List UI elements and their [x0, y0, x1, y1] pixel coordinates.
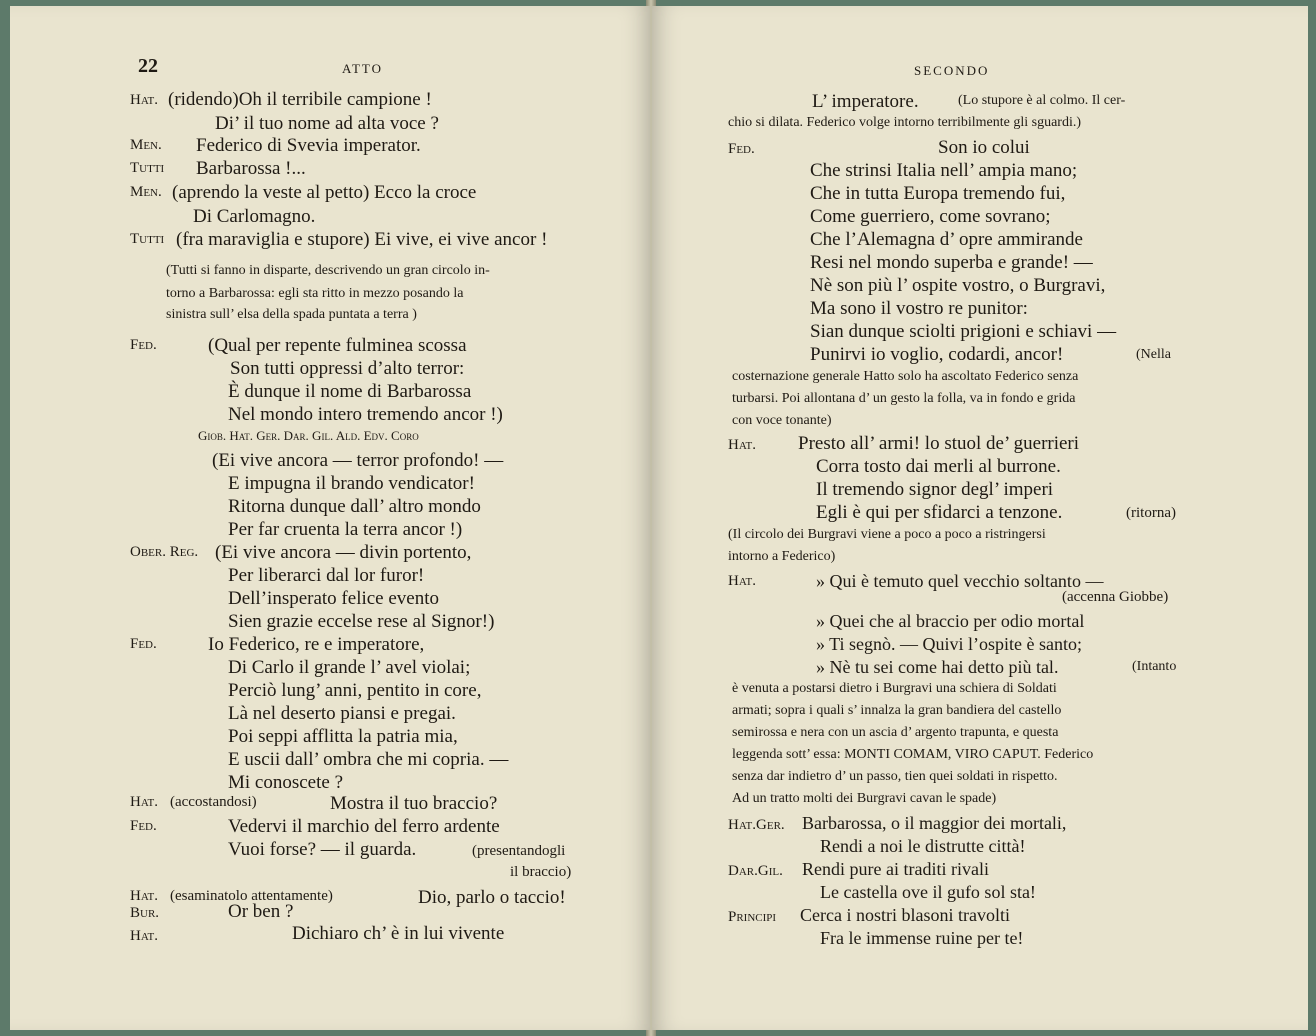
- verse-line: Punirvi io voglio, codardi, ancor!: [810, 344, 1064, 365]
- verse-line: Nel mondo intero tremendo ancor !): [228, 404, 503, 425]
- verse-line: (Ei vive ancora — terror profondo! —: [212, 450, 504, 471]
- verse-line: Presto all’ armi! lo stuol de’ guerrieri: [798, 433, 1080, 454]
- running-header: ATTO: [342, 61, 383, 76]
- verse-line: Corra tosto dai merli al burrone.: [816, 456, 1061, 477]
- stage-direction: (Il circolo dei Burgravi viene a poco a poco a ristringersi: [728, 527, 1046, 542]
- verse-line: Nè son più l’ ospite vostro, o Burgravi,: [810, 275, 1106, 296]
- speaker: Hat.: [130, 928, 159, 944]
- speaker: Hat.: [728, 573, 757, 589]
- verse-line: Cerca i nostri blasoni travolti: [800, 905, 1010, 925]
- stage-direction: (esaminatolo attentamente): [170, 888, 333, 904]
- speaker: Fed.: [130, 818, 157, 834]
- stage-direction: senza dar indietro d’ un passo, tien quei soldati in rispetto.: [732, 769, 1058, 784]
- verse-line: Di’ il tuo nome ad alta voce ?: [215, 113, 439, 134]
- stage-direction: leggenda sott’ essa: MONTI COMAM, VIRO CAPUT. Federico: [732, 747, 1094, 762]
- verse-line: L’ imperatore.: [812, 91, 919, 112]
- speaker: Bur.: [130, 905, 160, 921]
- verse-line: Egli è qui per sfidarci a tenzone.: [816, 502, 1063, 523]
- verse-line: È dunque il nome di Barbarossa: [228, 381, 472, 402]
- right-page: [652, 6, 1308, 1030]
- verse-line: (ridendo)Oh il terribile campione !: [168, 89, 432, 110]
- verse-line: Sian dunque sciolti prigioni e schiavi —: [810, 321, 1117, 342]
- speaker: Hat.: [130, 888, 159, 904]
- verse-line: Poi seppi afflitta la patria mia,: [228, 726, 458, 747]
- stage-direction: sinistra sull’ elsa della spada puntata a terra ): [166, 307, 417, 322]
- stage-direction: semirossa e nera con un ascia d’ argento trapunta, e questa: [732, 725, 1059, 740]
- verse-line: E impugna il brando vendicator!: [228, 473, 475, 494]
- verse-line: Per liberarci dal lor furor!: [228, 565, 425, 586]
- verse-line: Vedervi il marchio del ferro ardente: [228, 816, 500, 837]
- stage-direction: (presentandogli: [472, 843, 566, 859]
- stage-direction: costernazione generale Hatto solo ha ascoltato Federico senza: [732, 369, 1079, 384]
- verse-line: Dichiaro ch’ è in lui vivente: [292, 923, 505, 944]
- verse-line: Rendi a noi le distrutte città!: [820, 836, 1026, 856]
- speaker: Principi: [728, 909, 777, 925]
- verse-line: Resi nel mondo superba e grande! —: [810, 252, 1093, 273]
- speaker: Hat.: [130, 92, 159, 108]
- stage-direction: intorno a Federico): [728, 549, 836, 564]
- verse-line: Sien grazie eccelse rese al Signor!): [228, 611, 495, 632]
- verse-line: Io Federico, re e imperatore,: [208, 634, 425, 655]
- speaker: Fed.: [728, 141, 755, 157]
- stage-direction: (Lo stupore è al colmo. Il cer-: [958, 93, 1126, 108]
- speaker: Hat.: [130, 794, 159, 810]
- verse-line: (fra maraviglia e stupore) Ei vive, ei vive ancor !: [176, 229, 548, 250]
- stage-direction: con voce tonante): [732, 413, 832, 428]
- verse-line: E uscii dall’ ombra che mi copria. —: [228, 749, 509, 770]
- speaker: Fed.: [130, 337, 157, 353]
- verse-line: Barbarossa !...: [196, 158, 306, 179]
- verse-line: Là nel deserto piansi e pregai.: [228, 703, 456, 724]
- stage-direction: (accostandosi): [170, 794, 257, 810]
- speaker: Tutti: [130, 160, 165, 176]
- verse-line: Come guerriero, come sovrano;: [810, 206, 1051, 227]
- verse-line: Federico di Svevia imperator.: [196, 135, 421, 156]
- verse-line: (Qual per repente fulminea scossa: [208, 335, 467, 356]
- stage-direction: (accenna Giobbe): [1062, 589, 1169, 605]
- page-number: 22: [138, 55, 158, 77]
- verse-line: Per far cruenta la terra ancor !): [228, 519, 463, 540]
- verse-line: Mostra il tuo braccio?: [330, 793, 498, 814]
- verse-line: Or ben ?: [228, 901, 294, 922]
- verse-line: » Nè tu sei come hai detto più tal.: [816, 657, 1059, 677]
- stage-direction: (Intanto: [1132, 659, 1177, 674]
- verse-line: Fra le immense ruine per te!: [820, 928, 1024, 948]
- verse-line: Le castella ove il gufo sol sta!: [820, 882, 1036, 902]
- stage-direction: (Tutti si fanno in disparte, descrivendo un gran circolo in-: [166, 263, 490, 278]
- verse-line: (Ei vive ancora — divin portento,: [215, 542, 472, 563]
- verse-line: Son tutti oppressi d’alto terror:: [230, 358, 465, 379]
- speaker-list: Giob. Hat. Ger. Dar. Gil. Ald. Edv. Coro: [198, 428, 419, 443]
- speaker: Men.: [130, 137, 162, 153]
- verse-line: Ma sono il vostro re punitor:: [810, 298, 1028, 319]
- stage-direction: turbarsi. Poi allontana d’ un gesto la folla, va in fondo e grida: [732, 391, 1076, 406]
- verse-line: Dell’insperato felice evento: [228, 588, 440, 609]
- verse-line: Vuoi forse? — il guarda.: [228, 839, 417, 860]
- verse-line: (aprendo la veste al petto) Ecco la croce: [172, 182, 477, 203]
- verse-line: Che in tutta Europa tremendo fui,: [810, 183, 1066, 204]
- speaker: Ober. Reg.: [130, 544, 199, 560]
- verse-line: Rendi pure ai traditi rivali: [802, 859, 989, 879]
- verse-line: Che strinsi Italia nell’ ampia mano;: [810, 160, 1078, 181]
- running-header: SECONDO: [914, 63, 990, 78]
- stage-direction: chio si dilata. Federico volge intorno terribilmente gli sguardi.): [728, 115, 1082, 130]
- stage-direction: (Nella: [1136, 347, 1171, 362]
- speaker: Fed.: [130, 636, 157, 652]
- verse-line: » Qui è temuto quel vecchio soltanto —: [816, 571, 1104, 591]
- speaker: Hat.: [728, 437, 757, 453]
- stage-direction: Ad un tratto molti dei Burgravi cavan le spade): [732, 791, 997, 806]
- verse-line: Ritorna dunque dall’ altro mondo: [228, 496, 481, 517]
- speaker: Tutti: [130, 231, 165, 247]
- verse-line: » Quei che al braccio per odio mortal: [816, 611, 1085, 631]
- verse-line: » Ti segnò. — Quivi l’ospite è santo;: [816, 634, 1083, 654]
- stage-direction: (ritorna): [1126, 505, 1176, 521]
- stage-direction: è venuta a postarsi dietro i Burgravi una schiera di Soldati: [732, 681, 1057, 696]
- verse-line: Barbarossa, o il maggior dei mortali,: [802, 813, 1067, 833]
- speaker: Men.: [130, 184, 162, 200]
- speaker: Dar.Gil.: [728, 863, 783, 879]
- verse-line: Il tremendo signor degl’ imperi: [816, 479, 1054, 500]
- verse-line: Di Carlomagno.: [193, 206, 316, 227]
- stage-direction: armati; sopra i quali s’ innalza la gran bandiera del castello: [732, 703, 1062, 718]
- speaker: Hat.Ger.: [728, 817, 785, 833]
- verse-line: Di Carlo il grande l’ avel violai;: [228, 657, 471, 678]
- verse-line: Dio, parlo o taccio!: [418, 887, 566, 908]
- stage-direction: torno a Barbarossa: egli sta ritto in mezzo posando la: [166, 286, 464, 301]
- verse-line: Perciò lung’ anni, pentito in core,: [228, 680, 482, 701]
- verse-line: Che l’Alemagna d’ opre ammirande: [810, 229, 1083, 250]
- stage-direction: il braccio): [510, 864, 572, 880]
- verse-line: Mi conoscete ?: [228, 772, 344, 793]
- left-page: [10, 6, 650, 1030]
- verse-line: Son io colui: [938, 137, 1030, 158]
